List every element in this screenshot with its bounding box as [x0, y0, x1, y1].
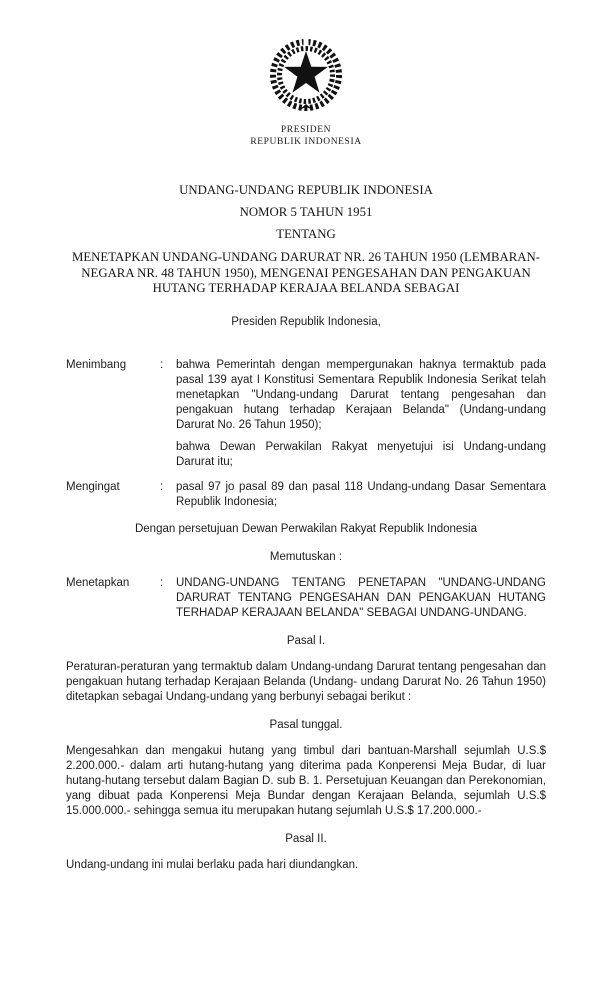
letterhead-republik-indonesia: REPUBLIK INDONESIA [250, 137, 362, 147]
menimbang-item-1: bahwa Pemerintah dengan mempergunakan haknya termaktub pada pasal 139 ayat I Konstitusi Sementara Republik Indonesia Serikat telah menetapkan "Undang-undang Darurat tentang pengesahan dan pengakuan hutang terhadap Kerajaan Belanda" (Undang-undang Darurat No. 26 Tahun 1950); [176, 358, 546, 431]
mengingat-colon: : [160, 480, 164, 493]
letterhead-text [66, 124, 546, 148]
article-body-pasal-tunggal: Mengesahkan dan mengakui hutang yang timbul dari bantuan-Marshall sejumlah U.S.$ 2.200.000.- dalam arti hutang-hutang yang diterima pada Konperensi Meja Budar, di luar hutang-hutang tersebut dalam Bagian D. sub B. 1. Persetujuan Keuangan dan Perekonomian, yang dibuat pada Konperensi Meja Bundar dengan Kerajaan Belanda, sejumlah U.S.$ 15.000.000.- sehingga semua itu merupakan hutang sejumlah U.S.$ 17.200.000.- [66, 744, 546, 817]
document-title: UNDANG-UNDANG REPUBLIK INDONESIA [179, 183, 433, 197]
article-heading-pasal-1: Pasal I. [286, 634, 326, 647]
menetapkan-colon: : [160, 576, 164, 589]
article-heading-pasal-tunggal: Pasal tunggal. [269, 718, 343, 731]
document-title-block [66, 184, 546, 297]
clause-mengingat [66, 480, 546, 510]
document-number: NOMOR 5 TAHUN 1951 [239, 205, 373, 219]
document-tentang-label: TENTANG [276, 227, 336, 241]
clause-menimbang [66, 358, 546, 470]
letterhead-presiden: PRESIDEN [280, 125, 332, 135]
agreement-line: Dengan persetujuan Dewan Perwakilan Rakyat Republik Indonesia [134, 522, 477, 535]
presidential-star-wreath-emblem-icon [263, 38, 349, 114]
article-body-pasal-2: Undang-undang ini mulai berlaku pada hari diundangkan. [66, 858, 359, 871]
menetapkan-body [176, 576, 546, 621]
article-heading-pasal-2: Pasal II. [285, 832, 327, 845]
menetapkan-label: Menetapkan [66, 576, 130, 589]
salutation-line: Presiden Republik Indonesia, [231, 315, 381, 328]
document-subject: MENETAPKAN UNDANG-UNDANG DARURAT NR. 26 TAHUN 1950 (LEMBARAN-NEGARA NR. 48 TAHUN 1950), MENGENAI PENGESAHAN DAN PENGAKUAN HUTANG TERHADAP KERAJAA BELANDA SEBAGAI [71, 250, 541, 295]
menimbang-colon: : [160, 358, 164, 371]
clause-menetapkan [66, 576, 546, 621]
menimbang-label: Menimbang [66, 358, 127, 371]
letterhead [66, 38, 546, 148]
menimbang-body [176, 358, 546, 470]
article-body-pasal-1: Peraturan-peraturan yang termaktub dalam Undang-undang Darurat tentang pengesahan dan pengakuan hutang terhadap Kerajaan Belanda (Undang- undang Darurat No. 26 Tahun 1950) ditetapkan sebagai Undang-undang yang berbunyi sebagai berikut : [66, 660, 546, 703]
mengingat-label: Mengingat [66, 480, 120, 493]
menetapkan-text: UNDANG-UNDANG TENTANG PENETAPAN "UNDANG-UNDANG DARURAT TENTANG PENGESAHAN DAN PENGAKUAN HUTANG TERHADAP KERAJAAN BELANDA" SEBAGAI UNDANG-UNDANG. [176, 576, 546, 619]
mengingat-item-1: pasal 97 jo pasal 89 dan pasal 118 Undang-undang Dasar Sementara Republik Indonesia; [176, 480, 546, 508]
mengingat-body [176, 480, 546, 510]
menimbang-item-2: bahwa Dewan Perwakilan Rakyat menyetujui isi Undang-undang Darurat itu; [176, 440, 546, 468]
decision-heading: Memutuskan : [269, 550, 343, 563]
